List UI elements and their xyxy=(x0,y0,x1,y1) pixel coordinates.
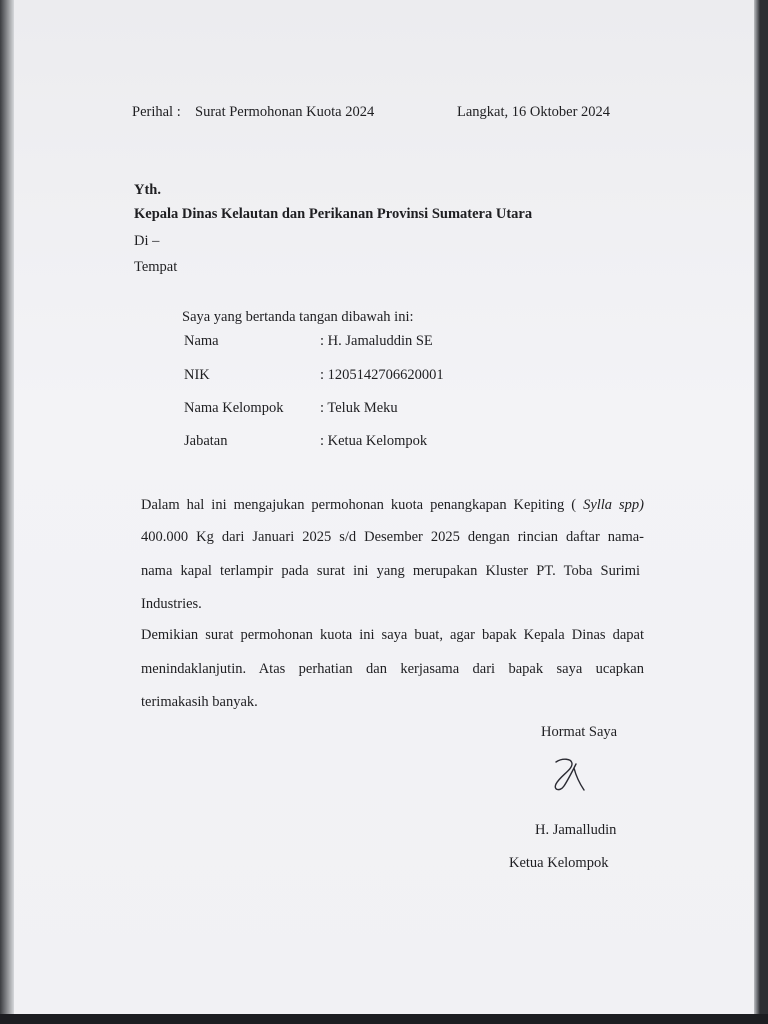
place-date: Langkat, 16 Oktober 2024 xyxy=(457,104,611,120)
closing-regards: Hormat Saya xyxy=(541,724,618,740)
species-name: Sylla spp) xyxy=(583,497,645,513)
body-p1-line1-text: Dalam hal ini mengajukan permohonan kuota penangkapan Kepiting ( xyxy=(141,497,584,513)
identity-label-nik: NIK xyxy=(184,367,210,383)
body-p1-line1 xyxy=(141,497,644,514)
signer-name: H. Jamalludin xyxy=(535,822,617,838)
identity-value-nik: : 1205142706620001 xyxy=(320,367,444,383)
identity-value-jabatan: : Ketua Kelompok xyxy=(320,433,428,449)
page-bottom-edge xyxy=(0,1014,768,1024)
letter-page xyxy=(14,0,754,1016)
body-p1-line3: nama kapal terlampir pada surat ini yang merupakan Kluster PT. Toba Surimi xyxy=(141,563,640,579)
recipient: Kepala Dinas Kelautan dan Perikanan Provinsi Sumatera Utara xyxy=(134,206,533,222)
identity-label-jabatan: Jabatan xyxy=(184,433,228,449)
signature xyxy=(550,752,590,796)
body-p2-line1: Demikian surat permohonan kuota ini saya buat, agar bapak Kepala Dinas dapat xyxy=(141,627,644,643)
subject-label: Perihal : xyxy=(132,104,181,120)
identity-label-kelompok: Nama Kelompok xyxy=(184,400,284,416)
body-p1-line4: Industries. xyxy=(141,596,202,612)
tempat-line: Tempat xyxy=(134,259,178,275)
identity-value-nama: : H. Jamaluddin SE xyxy=(320,333,433,349)
body-p2-line3: terimakasih banyak. xyxy=(141,694,258,710)
signer-title: Ketua Kelompok xyxy=(509,855,609,871)
identity-label-nama: Nama xyxy=(184,333,219,349)
salutation: Yth. xyxy=(134,182,161,198)
body-p2-line2: menindaklanjutin. Atas perhatian dan kerjasama dari bapak saya ucapkan xyxy=(141,661,644,677)
identity-intro: Saya yang bertanda tangan dibawah ini: xyxy=(182,309,414,325)
body-p1-line2: 400.000 Kg dari Januari 2025 s/d Desember 2025 dengan rincian daftar nama- xyxy=(141,529,644,545)
identity-value-kelompok: : Teluk Meku xyxy=(320,400,398,416)
di-line: Di – xyxy=(134,233,160,249)
subject-value: Surat Permohonan Kuota 2024 xyxy=(195,104,375,120)
